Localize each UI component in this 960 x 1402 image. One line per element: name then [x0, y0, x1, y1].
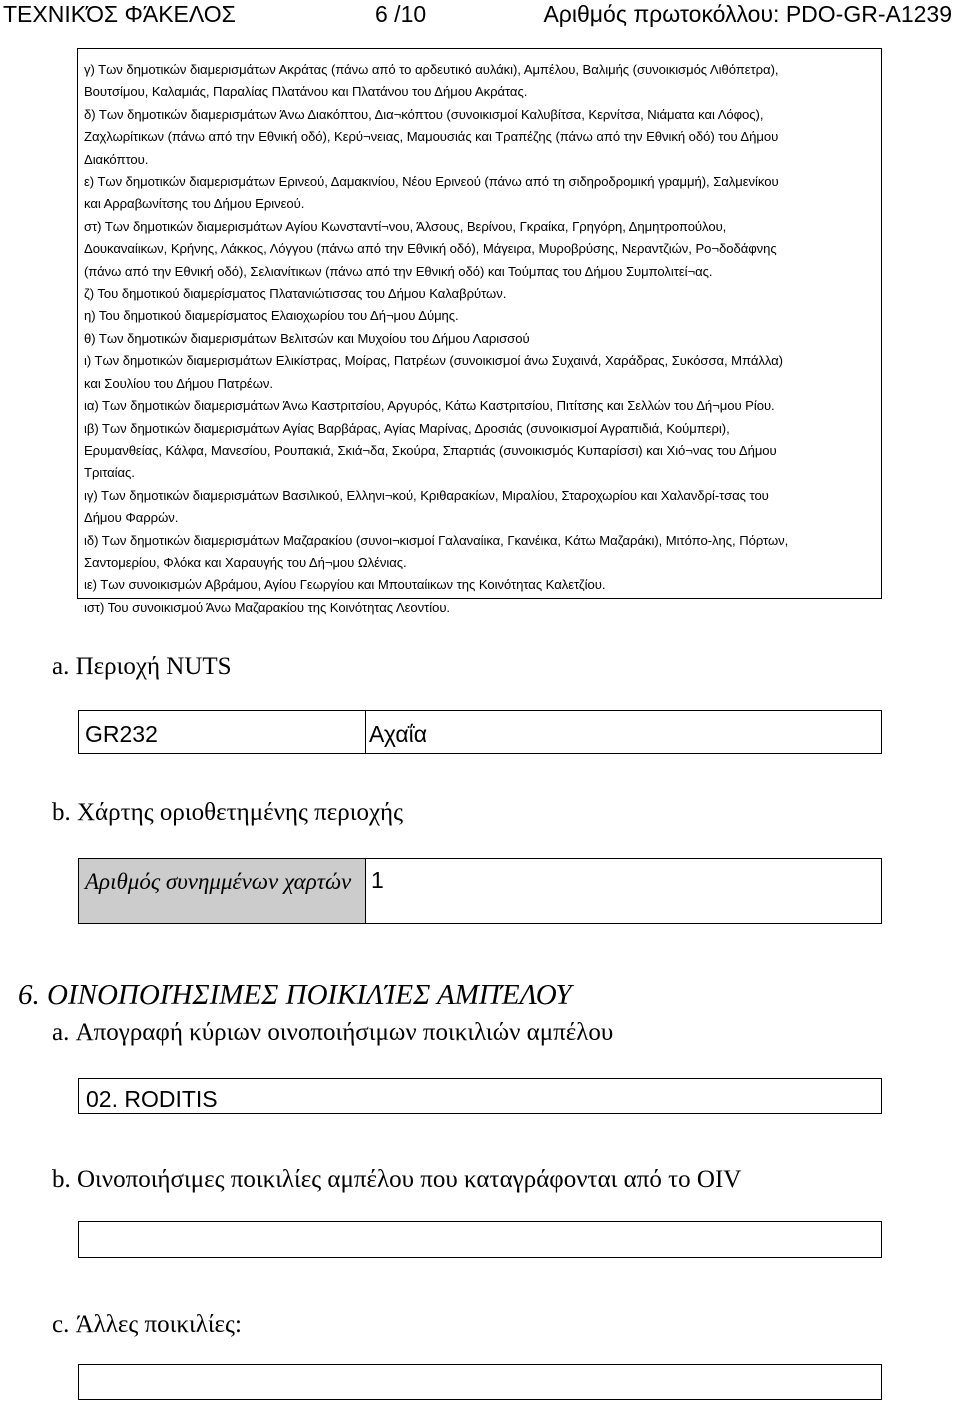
- text-line: και Αρραβωνίτσης του Δήμου Ερινεού.: [84, 196, 305, 212]
- text-line: ιβ) Των δημοτικών διαμερισμάτων Αγίας Βαρβάρας, Αγίας Μαρίνας, Δροσιάς (συνοικισμοί Αγραπιδιά, Κούμπερι),: [84, 420, 730, 436]
- other-varieties-box: [78, 1364, 882, 1400]
- page-header: [0, 0, 960, 30]
- text-line: ιστ) Του συνοικισμού Άνω Μαζαρακίου της Κοινότητας Λεοντίου.: [84, 599, 451, 615]
- text-line: Διακόπτου.: [84, 151, 149, 167]
- attached-maps-value: 1: [366, 859, 882, 924]
- text-line: ιε) Των συνοικισμών Αβράμου, Αγίου Γεωργίου και Μπουταίικων της Κοινότητας Καλετζίου.: [84, 577, 606, 593]
- text-line: και Σουλίου του Δήμου Πατρέων.: [84, 375, 273, 391]
- map-table: [78, 858, 882, 924]
- text-line: γ) Των δημοτικών διαμερισμάτων Ακράτας (πάνω από το αρδευτικό αυλάκι), Αμπέλου, Βαλιμής (συνοικισμός Λιθόπετρα),: [84, 62, 779, 77]
- nuts-heading: a. Περιοχή NUTS: [52, 653, 232, 680]
- text-line: Ερυμανθείας, Κάλφα, Μανεσίου, Ρουπακιά, Σκιά¬δα, Σκούρα, Σπαρτιάς (συνοικισμός Κυπαρίσσι) και Χιό¬νας του Δήμου: [84, 442, 777, 458]
- text-line: θ) Των δημοτικών διαμερισμάτων Βελιτσών και Μυχοίου του Δήμου Λαρισσού: [84, 330, 530, 346]
- oiv-varieties-heading: b. Οινοποιήσιμες ποικιλίες αμπέλου που καταγράφονται από το OIV: [52, 1166, 742, 1193]
- text-line: ζ) Του δημοτικού διαμερίσματος Πλατανιώτισσας του Δήμου Καλαβρύτων.: [84, 286, 507, 302]
- text-line: Δήμου Φαρρών.: [84, 510, 179, 526]
- header-page-number: 6 /10: [375, 1, 427, 27]
- variety-box: 02. RODITIS: [78, 1078, 882, 1114]
- section-6-title: 6. ΟΙΝΟΠΟΙΉΣΙΜΕΣ ΠΟΙΚΙΛΊΕΣ ΑΜΠΈΛΟΥ: [18, 979, 572, 1011]
- nuts-table: [78, 710, 882, 754]
- text-line: Δουκαναίικων, Κρήνης, Λάκκος, Λόγγου (πάνω από την Εθνική οδό), Μάγειρα, Μυροβρύσης, Νεραντζιών, Ρο¬δοδάφνης: [84, 241, 777, 257]
- text-line: ι) Των δημοτικών διαμερισμάτων Ελικίστρας, Μοίρας, Πατρέων (συνοικισμοί άνω Συχαινά, Χαράδρας, Συκόσσα, Μπάλλα): [84, 353, 783, 369]
- text-line: η) Του δημοτικού διαμερίσματος Ελαιοχωρίου του Δή¬μου Δύμης.: [84, 308, 459, 324]
- text-line: στ) Των δημοτικών διαμερισμάτων Αγίου Κωνσταντί¬νου, Άλσους, Βερίνου, Γκραίκα, Γρηγόρη, Δημητροπούλου,: [84, 218, 727, 234]
- map-heading: b. Χάρτης οριοθετημένης περιοχής: [52, 799, 404, 826]
- text-line: ε) Των δημοτικών διαμερισμάτων Ερινεού, Δαμακινίου, Νέου Ερινεού (πάνω από τη σιδηροδρομική γραμμή), Σαλμενίκου: [84, 174, 779, 190]
- nuts-code: GR232: [79, 711, 366, 754]
- attached-maps-label: Αριθμός συνημμένων χαρτών: [79, 859, 366, 924]
- text-line: Ζαχλωρίτικων (πάνω από την Εθνική οδό), Κερύ¬νειας, Μαμουσιάς και Τραπέζης (πάνω από την Εθνική οδό) του Δήμου: [84, 129, 779, 145]
- text-line: (πάνω από την Εθνική οδό), Σελιανίτικων (πάνω από την Εθνική οδό) και Τούμπας του Δήμου Συμπολιτεί¬ας.: [84, 263, 713, 279]
- text-line: ια) Των δημοτικών διαμερισμάτων Άνω Καστριτσίου, Αργυρός, Κάτω Καστριτσίου, Πιτίτσης και Σελλών του Δή¬μου Ρίου.: [84, 398, 775, 414]
- text-line: ιγ) Των δημοτικών διαμερισμάτων Βασιλικού, Ελληνι¬κού, Κριθαρακίων, Μιραλίου, Σταροχωρίου και Χαλανδρί-τσας του: [84, 487, 769, 503]
- nuts-region-name: Αχαΐα: [366, 711, 882, 754]
- header-protocol-number: Αριθμός πρωτοκόλλου: PDO-GR-A1239: [543, 1, 952, 27]
- text-line: δ) Των δημοτικών διαμερισμάτων Άνω Διακόπτου, Δια¬κόπτου (συνοικισμοί Καλυβίτσα, Κερνίτσα, Νιάματα και Λόφος),: [84, 106, 764, 122]
- text-line: Σαντομερίου, Φλόκα και Χαραυγής του Δή¬μου Ωλένιας.: [84, 554, 407, 570]
- oiv-varieties-box: [78, 1221, 882, 1258]
- other-varieties-heading: c. Άλλες ποικιλίες:: [52, 1311, 242, 1338]
- area-description-box: [77, 48, 882, 615]
- header-document-type: ΤΕΧΝΙΚΌΣ ΦΆΚΕΛΟΣ: [3, 1, 236, 27]
- text-line: ιδ) Των δημοτικών διαμερισμάτων Μαζαρακίου (συνοι¬κισμοί Γαλαναίικα, Γκανέικα, Κάτω Μαζαράκι), Μιτόπο-λης, Πόρτων,: [84, 532, 789, 548]
- text-line: Τριταίας.: [84, 465, 135, 481]
- main-varieties-heading: a. Απογραφή κύριων οινοποιήσιμων ποικιλιών αμπέλου: [52, 1019, 614, 1046]
- text-line: Βουτσίμου, Καλαμιάς, Παραλίας Πλατάνου και Πλατάνου του Δήμου Ακράτας.: [84, 84, 528, 100]
